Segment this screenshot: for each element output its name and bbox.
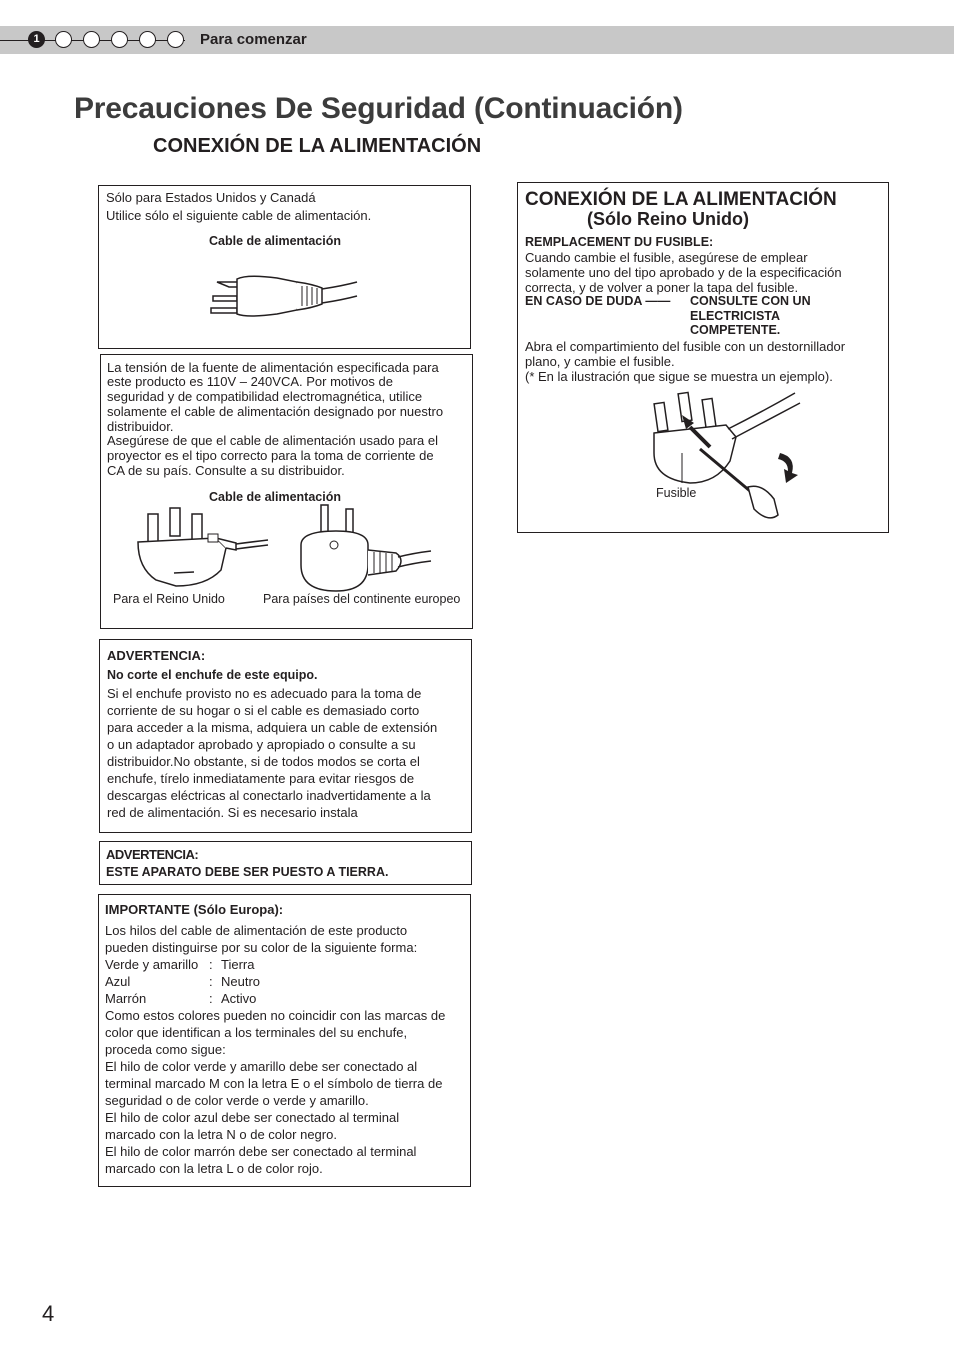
- cord-caption: Cable de alimentación: [209, 490, 341, 504]
- warning-text-line: Si el enchufe provisto no es adecuado para la toma de: [107, 686, 422, 701]
- doubt-text-line: COMPETENTE.: [690, 323, 781, 337]
- fuse-heading: REMPLACEMENT DU FUSIBLE:: [525, 235, 714, 249]
- fuse-label: Fusible: [656, 486, 697, 500]
- warning-title: ADVERTENCIA:: [107, 648, 206, 663]
- page-title: Precauciones De Seguridad (Continuación): [74, 92, 683, 125]
- important-title: IMPORTANTE (Sólo Europa):: [105, 902, 284, 917]
- eu-plug-label: Para países del continente europeo: [263, 592, 461, 606]
- voltage-text-line: este producto es 110V – 240VCA. Por motivos de: [107, 374, 393, 389]
- step-2-indicator: [55, 31, 72, 48]
- uk-box-subtitle: (Sólo Reino Unido): [587, 209, 749, 229]
- wire-separator: :: [209, 991, 213, 1006]
- wire-meaning: Tierra: [221, 957, 255, 972]
- warning-text-line: para acceder a la misma, adquiera un cable de extensión: [107, 720, 438, 735]
- important-intro-line: pueden distinguirse por su color de la siguiente forma:: [105, 940, 418, 955]
- ground-warning-title: ADVERTENCIA:: [106, 847, 199, 862]
- warning-text-line: distribuidor.No obstante, si de todos modos se corta el: [107, 754, 420, 769]
- uk-plug-icon: [136, 508, 271, 588]
- voltage-text-line: La tensión de la fuente de alimentación especificada para: [107, 360, 439, 375]
- wire-meaning: Activo: [221, 991, 257, 1006]
- step-5-indicator: [139, 31, 156, 48]
- important-body-line: marcado con la letra L o de color rojo.: [105, 1161, 323, 1176]
- warning-text-line: enchufe, tírelo inmediatamente para evitar riesgos de: [107, 771, 415, 786]
- important-body-line: seguridad o de color verde o verde y amarillo.: [105, 1093, 369, 1108]
- voltage-text-line: proyector es el tipo correcto para la toma de corriente de: [107, 448, 434, 463]
- page-number: 4: [42, 1301, 55, 1326]
- ground-warning-text: ESTE APARATO DEBE SER PUESTO A TIERRA.: [106, 865, 389, 879]
- us-cord-caption: Cable de alimentación: [209, 234, 341, 248]
- important-body-line: Como estos colores pueden no coincidir con las marcas de: [105, 1008, 446, 1023]
- wire-meaning: Neutro: [221, 974, 261, 989]
- fuse-text-line: correcta, y de volver a poner la tapa del fusible.: [525, 280, 799, 295]
- us-plug-icon: [207, 274, 367, 324]
- wire-color: Azul: [105, 974, 131, 989]
- important-body-line: El hilo de color marrón debe ser conectado al terminal: [105, 1144, 417, 1159]
- important-body-line: El hilo de color azul debe ser conectado al terminal: [105, 1110, 400, 1125]
- step-4-indicator: [111, 31, 128, 48]
- warning-text-line: red de alimentación. Si es necesario instala: [107, 805, 358, 820]
- warning-text-line: corriente de su hogar o si el cable es demasiado corto: [107, 703, 420, 718]
- section-subtitle: CONEXIÓN DE LA ALIMENTACIÓN: [153, 135, 482, 157]
- step-3-indicator: [83, 31, 100, 48]
- important-body-line: color que identifican a los terminales del su enchufe,: [105, 1025, 408, 1040]
- us-canada-instruction: Utilice sólo el siguiente cable de alimentación.: [106, 208, 372, 223]
- fuse-replacement-icon: [650, 391, 810, 526]
- warning-box: [99, 639, 472, 833]
- voltage-text-line: Asegúrese de que el cable de alimentación usado para el: [107, 433, 439, 448]
- doubt-label: EN CASO DE DUDA ——: [525, 294, 671, 308]
- wire-separator: :: [209, 957, 213, 972]
- us-canada-box: [98, 185, 471, 349]
- fuse-text-line: solamente uno del tipo aprobado y de la especificación: [525, 265, 842, 280]
- doubt-text-line: ELECTRICISTA: [690, 309, 781, 323]
- voltage-text-line: CA de su país. Consulte a su distribuidor.: [107, 463, 345, 478]
- important-box: [98, 894, 471, 1187]
- voltage-text-line: distribuidor.: [107, 419, 174, 434]
- voltage-text-line: solamente el cable de alimentación designado por nuestro: [107, 404, 444, 419]
- open-text-line: (* En la ilustración que sigue se muestra un ejemplo).: [525, 369, 833, 384]
- important-body-line: terminal marcado M con la letra E o el símbolo de tierra de: [105, 1076, 443, 1091]
- uk-plug-label: Para el Reino Unido: [113, 592, 225, 606]
- fuse-text-line: Cuando cambie el fusible, asegúrese de emplear: [525, 250, 808, 265]
- section-name: Para comenzar: [200, 31, 307, 48]
- important-body-line: proceda como sigue:: [105, 1042, 226, 1057]
- us-canada-line: Sólo para Estados Unidos y Canadá: [106, 190, 316, 205]
- uk-box-title: CONEXIÓN DE LA ALIMENTACIÓN: [525, 189, 837, 210]
- ground-warning-box: [99, 841, 472, 885]
- warning-subtitle: No corte el enchufe de este equipo.: [107, 668, 318, 682]
- important-intro-line: Los hilos del cable de alimentación de este producto: [105, 923, 408, 938]
- wire-color: Marrón: [105, 991, 147, 1006]
- uk-fuse-box: [517, 182, 889, 533]
- wire-separator: :: [209, 974, 213, 989]
- open-text-line: Abra el compartimiento del fusible con un destornillador: [525, 339, 846, 354]
- important-body-line: marcado con la letra N o de color negro.: [105, 1127, 337, 1142]
- step-6-indicator: [167, 31, 184, 48]
- doubt-text-line: CONSULTE CON UN: [690, 294, 811, 308]
- open-text-line: plano, y cambie el fusible.: [525, 354, 675, 369]
- voltage-text-line: seguridad y de compatibilidad electromagnética, utilice: [107, 389, 423, 404]
- voltage-box: [100, 354, 473, 629]
- eu-plug-icon: [296, 505, 431, 595]
- warning-text-line: descargas eléctricas al conectarlo inadvertidamente a la: [107, 788, 431, 803]
- warning-text-line: o un adaptador aprobado y apropiado o consulte a su: [107, 737, 416, 752]
- step-1-indicator: 1: [28, 31, 45, 48]
- important-body-line: El hilo de color verde y amarillo debe ser conectado al: [105, 1059, 418, 1074]
- wire-color: Verde y amarillo: [105, 957, 199, 972]
